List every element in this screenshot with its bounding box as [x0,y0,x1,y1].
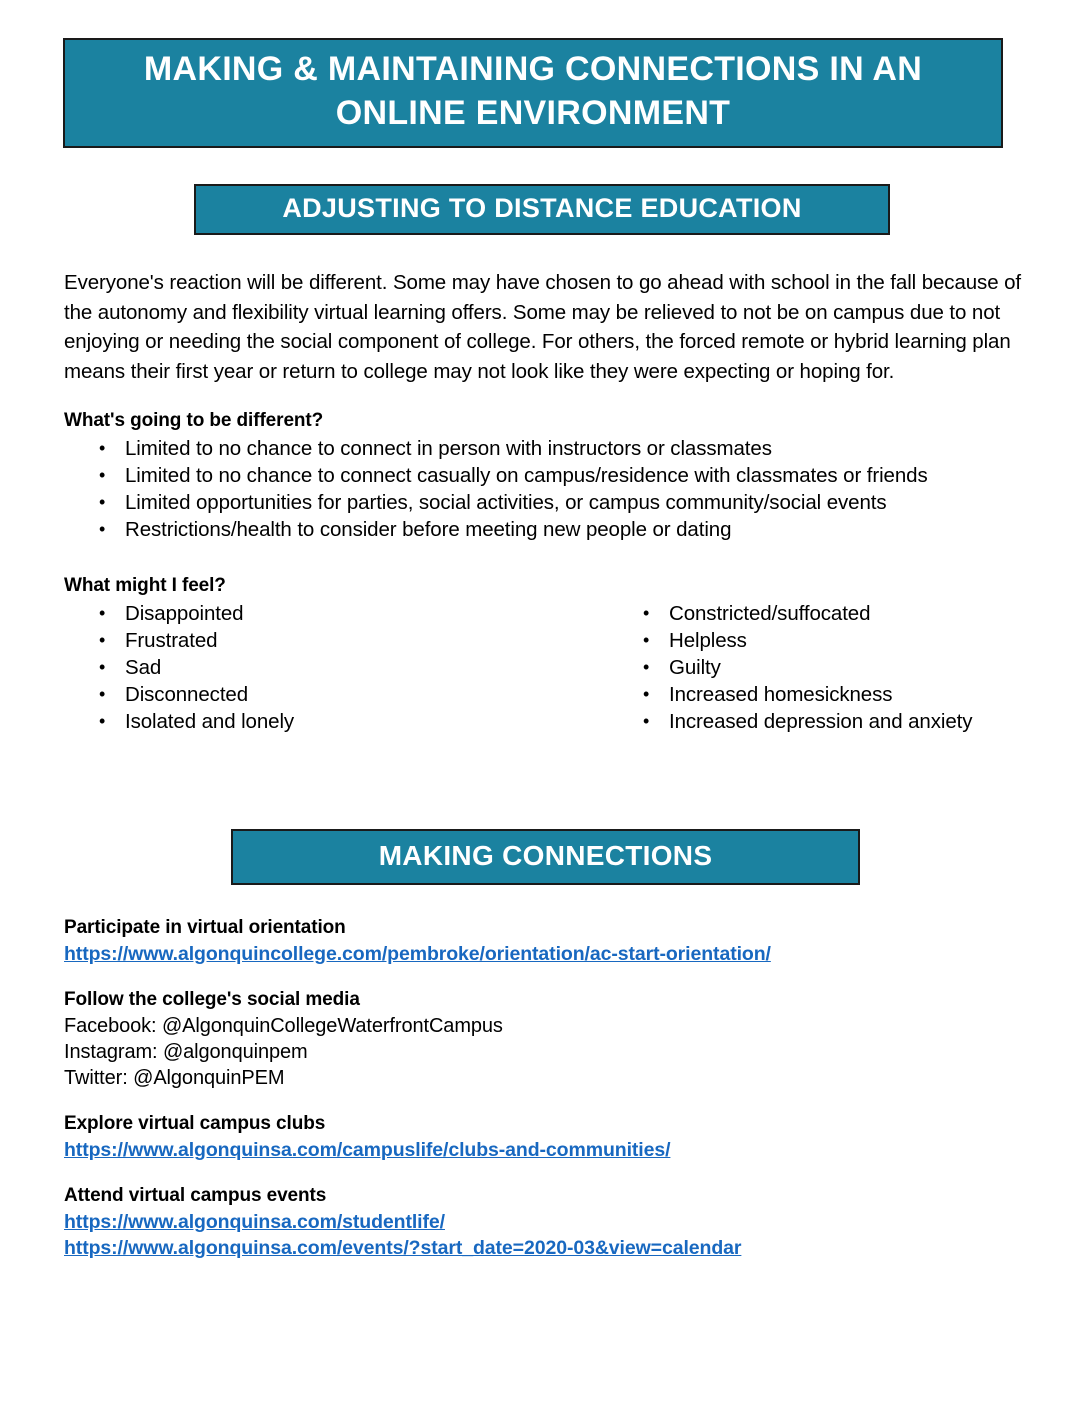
list-item: • Restrictions/health to consider before meeting new people or dating [64,517,1024,544]
feel-column-left [64,601,564,736]
heading-attend-events: Attend virtual campus events [64,1185,327,1206]
list-item: • Guilty [608,655,1038,682]
list-item: • Helpless [608,628,1038,655]
list-item: • Sad [64,655,564,682]
list-item: • Isolated and lonely [64,709,564,736]
list-item: • Increased homesickness [608,682,1038,709]
heading-explore-clubs: Explore virtual campus clubs [64,1113,326,1134]
link-orientation[interactable]: https://www.algonquincollege.com/pembroke/orientation/ac-start-orientation/ [64,943,771,965]
title-banner-line-2: ONLINE ENVIRONMENT [335,94,731,132]
title-banner-line-1: MAKING & MAINTAINING CONNECTIONS IN AN [143,50,923,88]
section-banner-adjusting [194,184,890,235]
heading-follow-social-media: Follow the college's social media [64,989,360,1010]
title-banner-text [144,47,922,135]
heading-what-might-i-feel: What might I feel? [64,574,226,596]
section-banner-making-connections-label: MAKING CONNECTIONS [378,839,713,871]
section-banner-adjusting-label: ADJUSTING TO DISTANCE EDUCATION [282,192,802,223]
feel-column-right [608,601,1038,736]
heading-whats-different: What's going to be different? [64,410,324,431]
list-whats-different [64,436,1024,544]
social-instagram: Instagram: @algonquinpem [64,1041,308,1063]
link-studentlife[interactable]: https://www.algonquinsa.com/studentlife/ [64,1211,445,1233]
list-item: • Limited to no chance to connect casually on campus/residence with classmates or friends [64,463,1024,490]
heading-participate-orientation: Participate in virtual orientation [64,917,346,938]
section-banner-making-connections [231,829,860,885]
list-item: • Limited opportunities for parties, social activities, or campus community/social events [64,490,1024,517]
link-events-calendar[interactable]: https://www.algonquinsa.com/events/?start_date=2020-03&view=calendar [64,1237,742,1259]
body-content [64,268,1024,751]
connection-group-social-media [64,987,1024,1091]
intro-paragraph: Everyone's reaction will be different. Some may have chosen to go ahead with school in the fall because of the autonomy and flexibility virtual learning offers. Some may be relieved to not be on campus due to not enjoying or needing the social component of college. For others, the forced remote or hybrid learning plan means their first year or return to college may not look like they were expecting or hoping for. [64,271,1022,383]
list-item: • Frustrated [64,628,564,655]
feel-section [64,573,1024,751]
feel-columns [64,601,1024,751]
link-clubs-and-communities[interactable]: https://www.algonquinsa.com/campuslife/clubs-and-communities/ [64,1139,671,1161]
social-facebook: Facebook: @AlgonquinCollegeWaterfrontCampus [64,1015,503,1037]
connection-group-orientation [64,915,1024,967]
social-twitter: Twitter: @AlgonquinPEM [64,1067,285,1089]
list-feelings-left [64,601,564,736]
connection-group-events [64,1183,1024,1261]
title-banner [63,38,1003,148]
list-item: • Disappointed [64,601,564,628]
list-item: • Limited to no chance to connect in person with instructors or classmates [64,436,1024,463]
connection-group-clubs [64,1111,1024,1163]
list-item: • Disconnected [64,682,564,709]
list-feelings-right [608,601,1038,736]
list-item: • Increased depression and anxiety [608,709,1038,736]
list-item: • Constricted/suffocated [608,601,1038,628]
connections-list [64,915,1024,1261]
